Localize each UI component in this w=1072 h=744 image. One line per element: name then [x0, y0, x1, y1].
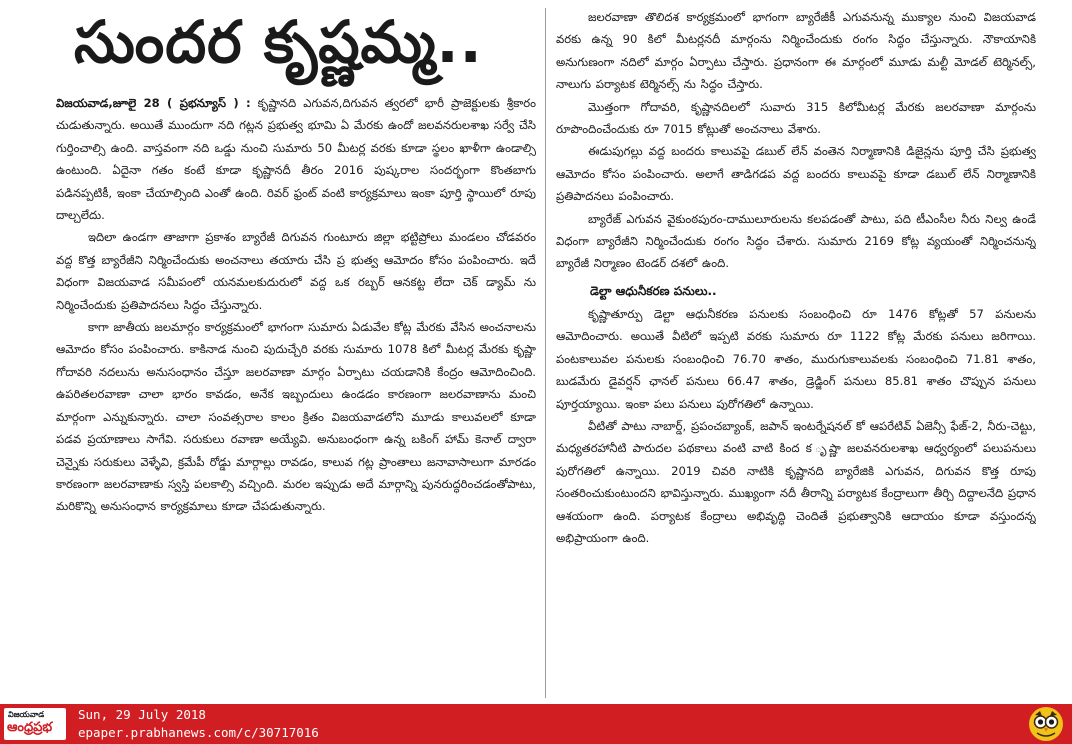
paragraph: మొత్తంగా గోదావరి, కృష్ణానదిలలో సువారు 315 కిలోమీటర్ల మేరకు జలరవాణా మార్గంను రూపొందించేందుకు రూ 7015 కోట్లుతో అంచనాలు వేశారు.	[556, 99, 1036, 137]
paragraph: జలరవాణా తొలిదశ కార్యక్రమంలో భాగంగా బ్యారేజీకీ ఎగువనున్న ముక్యాల నుంచి విజయవాడ వరకు ఉన్న 90 కిలో మీటర్లనదీ మార్గంను నిర్మించేందుకు రంగం సిద్ధం చేస్తున్నారు. నౌకాయానికి అనుగుణంగా నదిలో మార్గం ఏర్పాటు చేస్తారు. ప్రధానంగా ఈ మార్గంలో మూడు మల్టీ మోడల్ టెర్మినల్స్, నాలుగు పర్యాటక టెర్మినల్స్ ను సిద్ధం చేస్తారు.	[556, 10, 1036, 92]
logo-edition: విజయవాడ	[8, 710, 45, 719]
edition-date: Sun, 29 July 2018	[78, 707, 206, 722]
column-divider	[545, 8, 546, 698]
paragraph: కాగా జాతీయ జలమార్గం కార్యక్రమంలో భాగంగా సుమారు ఏడువేల కోట్ల మేరకు వేసిన అంచనాలను ఆమోదం కోసం పంపించారు. కాకినాడ నుంచి పుదుచ్చేరి వరకు సుమారు 1078 కిలో మీటర్ల మేరకు కృష్ణా గోదావరి నదలును అనుసంధానం చేస్తూ జలరవాణా మార్గం ఏర్పాటు చయడానికి కేంద్రం ఆమోదించింది. ఉపరితలరవాణా చాలా భారం కావడం, అనేక ఇబ్బందులు ఉండడం కారణంగా జలరవాణాను మంచి మార్గంగా ఎన్నుకున్నారు. చాలా సంవత్సరాల కాలం క్రితం విజయవాడలోని మూడు కాలువలలో కూడా పడవ ప్రయాణాలు సాగేవి. సరుకులు రవాణా అయ్యేవి. అనుబంధంగా ఉన్న బకింగ్ హామ్ కెనాల్ ద్వారా చెన్నైకు సరుకులు వెళ్ళేవి, క్రమేపీ రోడ్డు మార్గాల్లు రావడం, కాలువ గట్ల ప్రాంతాలు జనావాసాలుగా మారడం కారణంగా జలరవాణాకు స్వస్తి పలకాల్సి వచ్చింది. మరల ఇప్పుడు అదే మార్గాన్ని పునరుద్ధరించడంతోపాటు, మరికొన్ని అనుసంధాన కార్యక్రమాలు కూడా చేపడుతున్నారు.	[56, 320, 536, 514]
right-column	[556, 0, 1036, 704]
epaper-link[interactable]: epaper.prabhanews.com/c/30717016	[78, 725, 319, 740]
owl-icon	[1028, 706, 1064, 742]
headline: సుందర కృష్ణమ్మ..	[74, 8, 483, 76]
paragraph: ఈడుపుగల్లు వద్ద బందరు కాలువపై డబుల్ లేన్ వంతెన నిర్మాణానికి డిజైన్లను పూర్తి చేసి ప్రభుత్వ ఆమోదం కోసం పంపించారు. అలాగే తాడిగడప వద్ద బందరు కాలువపై కూడా డబుల్ లేన్ నిర్మాణానికి ప్రతిపాదనలు పంపించారు.	[556, 144, 1036, 204]
left-column	[56, 0, 536, 704]
dateline: విజయవాడ,జూలై 28 ( ప్రభన్యూస్ ) :	[56, 96, 251, 110]
logo-title: ఆంధ్రప్రభ	[7, 720, 53, 735]
paragraph: ఇదిలా ఉండగా తాజాగా ప్రకాశం బ్యారేజీ దిగువన గుంటూరు జిల్లా భట్టిప్రోలు మండలం చోడవరం వద్ద కొత్త బ్యారేజీని నిర్మించేందుకు అంచనాలు తయారు చేసి ప్ర భుత్వ ఆమోదం కోసం పంపించారు. ఇదే విధంగా విజయవాడ సమీపంలో యనమలకుదురులో వద్ద ఒక రబ్బర్ ఆనకట్ట లేదా చెక్ డ్యామ్ ను నిర్మించేందుకు ప్రతిపాదనలు సిద్ధం చేస్తున్నారు.	[56, 230, 536, 312]
paragraph: బ్యారేజ్ ఎగువన వైకుంఠపురం-దాములూరులను కలపడంతో పాటు, పది టీఎంసీల నీరు నిల్వ ఉండే విధంగా బ్యారేజీని నిర్మించేందుకు రంగం సిద్ధం చేశారు. సుమారు 2169 కోట్ల వ్యయంతో నిర్మించనున్న బ్యారేజీ నిర్మాణం టెండర్ దశలో ఉంది.	[556, 211, 1036, 271]
newspaper-logo[interactable]	[4, 708, 66, 740]
paragraph	[56, 92, 536, 226]
subheading: డెల్టా ఆధునీకరణ పనులు..	[590, 283, 717, 298]
paragraph: కృష్ణాతూర్పు డెల్టా ఆధునీకరణ పనులకు సంబంధించి రూ 1476 కోట్లతో 57 పనులను ఆమోదించారు. అయితే వీటిలో ఇప్పటి వరకు సుమారు రూ 1122 కోట్ల మేరకు పనులు జరిగాయి. పంటకాలువల పనులకు సంబంధించి 76.70 శాతం, మురుగుకాలువలకు సంబంధించి 71.81 శాతం, బుడమేరు డైవర్షన్ ఛానల్ పనులు 66.47 శాతం, డ్రెడ్జింగ్ పనులు 85.81 శాతం చొప్పున పనులు పూర్తయ్యాయి. ఇంకా పలు పనులు పురోగతిలో ఉన్నాయి.	[556, 306, 1036, 411]
paragraph-text: కృష్ణానది ఎగువన,దిగువన త్వరలో భారీ ప్రాజెక్టులకు శ్రీకారం చుడుతున్నారు. అయితే ముందుగా నది గట్లన ప్రభుత్వ భూమి ఏ మేరకు ఉందో జలవనరులశాఖ సర్వే చేసి గుర్తించాల్సి ఉంది. వాస్తవంగా నది ఒడ్డు నుంచి సుమారు 50 మీటర్ల వరకు కూడా స్థలం ఖాళీగా ఉండాల్సి ఉంటుంది. ఏదైనా గతం కంటే కూడా కృష్ణానదీ తీరం 2016 పుష్కరాల సందర్భంగా కొంతబాగు పడినప్పటికీ, ఇంకా చేయాల్సింది ఎంతో ఉంది. రివర్ ఫ్రంట్ వంటి కార్యక్రమాలు ఇంకా పూర్తి స్థాయిలో రూపు దాల్చలేదు.	[56, 96, 536, 223]
footer-bar	[0, 704, 1072, 744]
paragraph: వీటితో పాటు నాబార్డ్, ప్రపంచబ్యాంక్, జపాన్ ఇంటర్నేషనల్ కో ఆపరేటివ్ ఏజెన్సీ ఫేజ్-2, నీరు-చెట్టు, మధ్యతరహానీటి పారుదల పథకాలు వంటి వాటి కింద క ృష్ణా జలవనరులశాఖ ఆధ్వర్యంలో పలుపనులు పురోగతిలో ఉన్నాయి. 2019 చివరి నాటికి కృష్ణానది బ్యారేజికి ఎగువన, దిగువన కొత్త రూపు సంతరించుకుంటుందని భావిస్తున్నారు. ముఖ్యంగా నదీ తీరాన్ని పర్యాటక కేంద్రాలుగా తీర్చి దిద్దాలనేది ప్రధాన ఆశయంగా ఉంది. పర్యాటక కేంద్రాలు అభివృద్ధి చెందితే ప్రభుత్వానికి ఆదాయం కూడా వస్తుందన్న అభిప్రాయంగా ఉంది.	[556, 418, 1036, 545]
